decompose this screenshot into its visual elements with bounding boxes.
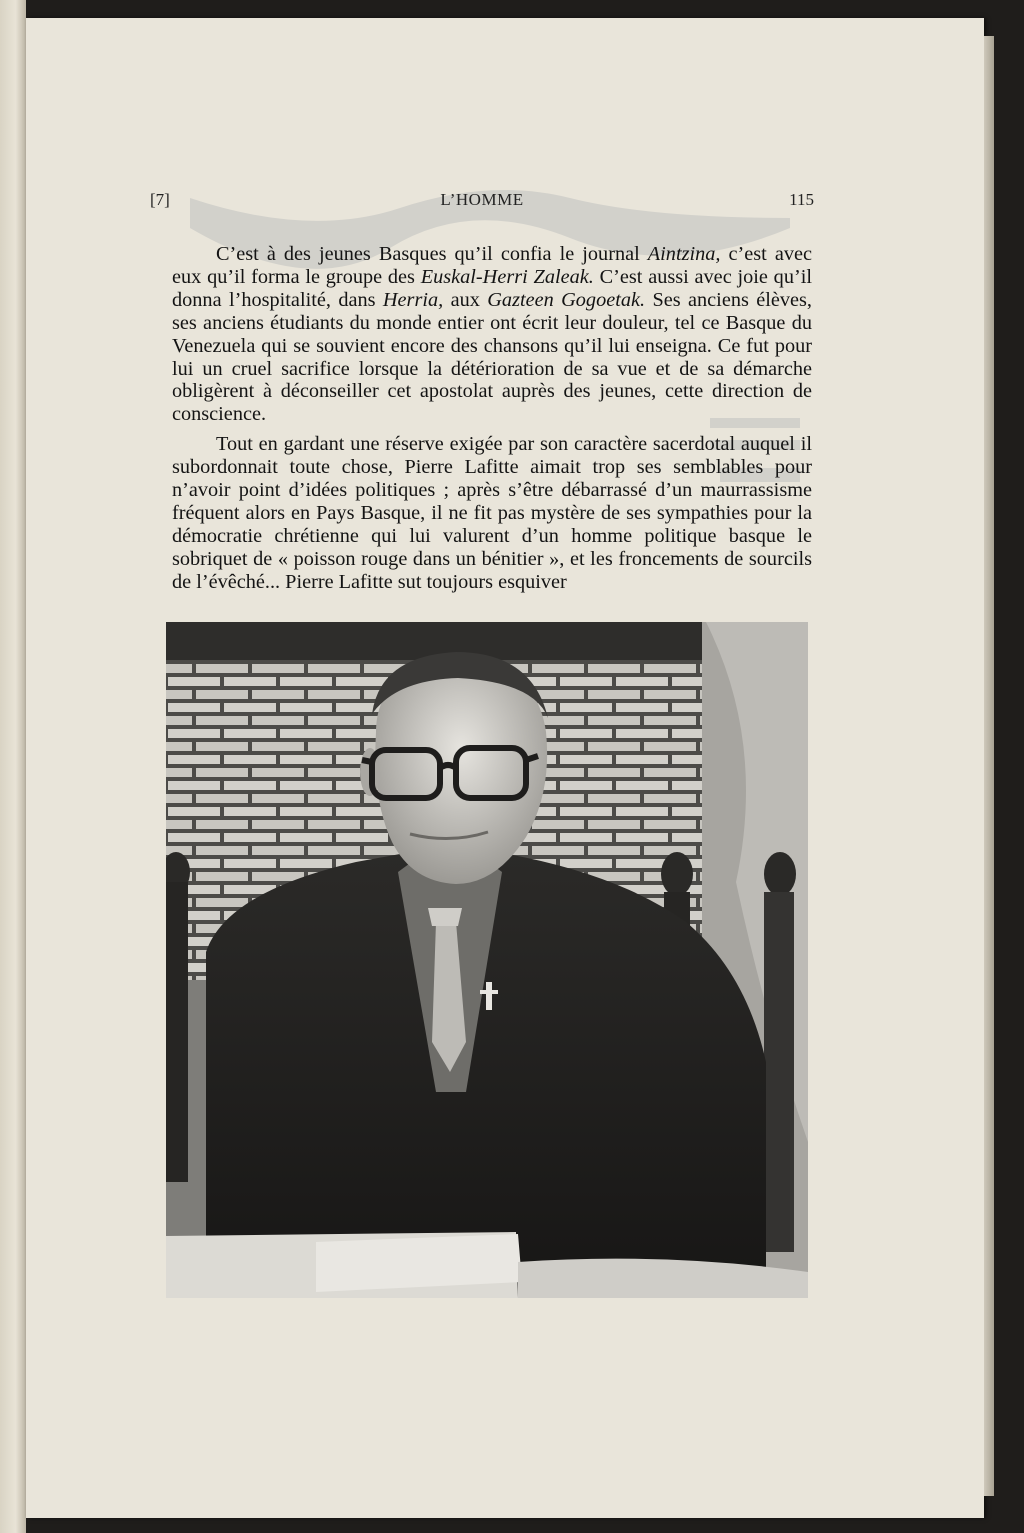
paragraph-2: Tout en gardant une réserve exigée par son caractère sacerdotal auquel il subordonnait toute chose, Pierre Lafitte aimait trop ses semblables pour n’avoir point d’idées politiques ; après s’être débarrassé d’un maurrassisme fréquent alors en Pays Basque, il ne fit pas mystère de ses sympathies pour la démocratie chrétienne qui lui valurent d’un homme politique basque le sobriquet de « poisson rouge dans un bénitier », et les froncements de sourcils de l’évêché... Pierre Lafitte sut toujours esquiver <box>172 433 812 593</box>
chair-finial-left <box>661 852 693 896</box>
p1-text-5: Ses anciens élèves, ses anciens étudiants du monde entier ont écrit leur douleur, tel ce Basque du Venezuela qui se souvient encore des chansons qu’il lui enseigna. Ce fut pour lui un cruel sacrifice lorsque la détérioration de sa vue et de sa démarche obligèrent à déconseiller cet apostolat auprès des jeunes, cette direction de conscience. <box>172 288 812 426</box>
p1-title-aintzina: Aintzina, <box>647 243 721 265</box>
chapter-number: [7] <box>150 190 170 209</box>
p1-title-euskal-herri-zaleak: Euskal-Herri Zaleak. <box>420 265 594 288</box>
p1-text-3: C’est aussi avec joie qu’il donna l’hospitalité, dans <box>172 265 812 311</box>
p1-title-herria: Herria, <box>382 288 444 311</box>
paragraph-1 <box>172 243 812 426</box>
p1-text-2: c’est avec eux qu’il forma le groupe des <box>172 243 813 288</box>
p1-text-1: C’est à des jeunes Basques qu’il confia le journal <box>216 243 648 265</box>
page-number: 115 <box>789 190 814 209</box>
running-title: L’HOMME <box>440 190 524 209</box>
running-head <box>150 190 814 214</box>
p1-title-gazteen-gogoetak: Gazteen Gogoetak. <box>487 288 646 311</box>
body-text <box>172 243 812 594</box>
p1-text-4: aux <box>443 288 488 311</box>
chair-finial-right <box>764 852 796 896</box>
portrait-illustration <box>166 622 808 1298</box>
portrait-photo <box>166 622 808 1298</box>
facing-page-edge <box>0 0 26 1533</box>
page-stack-edge <box>984 36 994 1496</box>
